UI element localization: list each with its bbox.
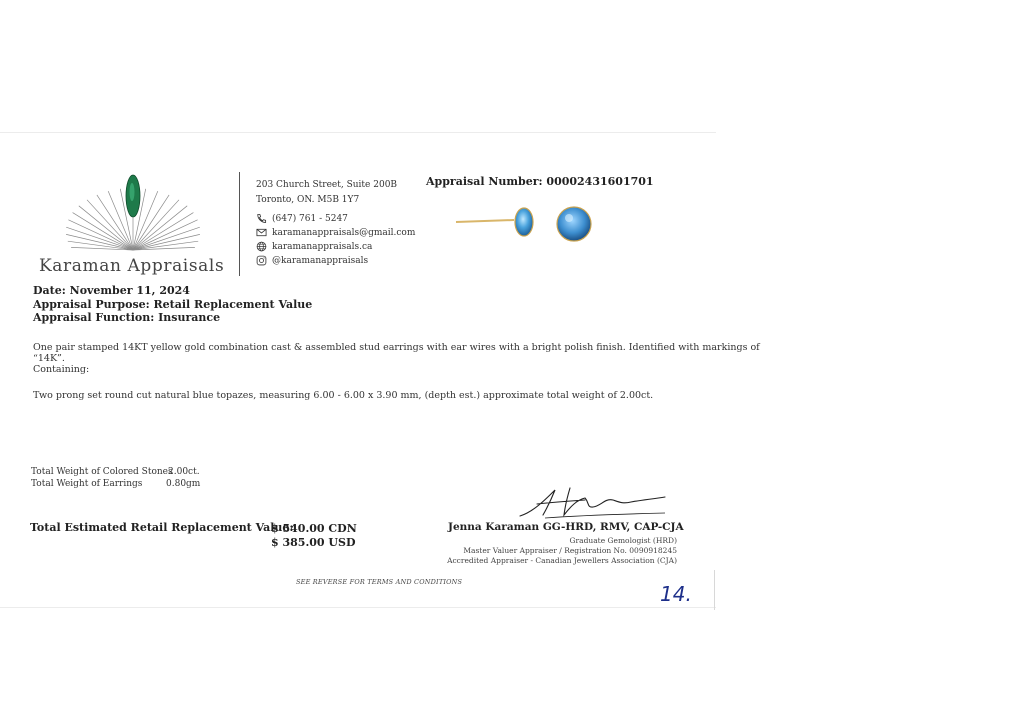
total-value-usd: $ 385.00 USD bbox=[271, 536, 356, 549]
instagram-text[interactable]: @karamanappraisals bbox=[272, 255, 369, 266]
appraisal-date: Date: November 11, 2024 bbox=[33, 284, 190, 297]
page-number-handwritten: 14. bbox=[660, 582, 692, 606]
address-line-1: 203 Church Street, Suite 200B bbox=[256, 180, 398, 190]
instagram-icon bbox=[256, 255, 267, 266]
globe-icon bbox=[256, 241, 267, 252]
description-line-1: One pair stamped 14KT yellow gold combination cast & assembled stud earrings with ear wires with a bright polish finish. Identified with markings of bbox=[33, 342, 760, 353]
appraiser-signature bbox=[515, 482, 675, 522]
terms-note: SEE REVERSE FOR TERMS AND CONDITIONS bbox=[296, 578, 463, 586]
stones-weight-value: 2.00ct. bbox=[168, 467, 200, 477]
earrings-photo bbox=[450, 200, 600, 255]
appraiser-title-3: Accredited Appraiser - Canadian Jewellers Association (CJA) bbox=[447, 556, 677, 565]
total-value-cdn: $ 540.00 CDN bbox=[271, 522, 357, 535]
appraisal-function: Appraisal Function: Insurance bbox=[33, 311, 221, 324]
instagram-row bbox=[256, 255, 368, 266]
email-row bbox=[256, 227, 415, 238]
containing-label: Containing: bbox=[33, 364, 90, 375]
phone-icon bbox=[256, 213, 267, 224]
sheet-edge-top bbox=[0, 132, 716, 133]
email-icon bbox=[256, 227, 267, 238]
email-text[interactable]: karamanappraisals@gmail.com bbox=[272, 227, 416, 238]
earrings-weight-value: 0.80gm bbox=[166, 479, 201, 489]
appraiser-name: Jenna Karaman GG-HRD, RMV, CAP-CJA bbox=[448, 521, 684, 533]
earrings-weight-label: Total Weight of Earrings bbox=[31, 479, 143, 489]
sheet-edge-right bbox=[714, 570, 715, 610]
company-name: Karaman Appraisals bbox=[39, 256, 225, 276]
address-line-2: Toronto, ON. M5B 1Y7 bbox=[256, 195, 360, 205]
stones-description: Two prong set round cut natural blue topazes, measuring 6.00 - 6.00 x 3.90 mm, (depth est.) approximate total weight of 2.00ct. bbox=[33, 390, 654, 401]
appraisal-number: Appraisal Number: 00002431601701 bbox=[426, 175, 654, 188]
sheet-edge-bottom bbox=[0, 607, 716, 608]
appraisal-purpose: Appraisal Purpose: Retail Replacement Value bbox=[33, 298, 313, 311]
logo-emblem-icon bbox=[55, 170, 215, 260]
website-row bbox=[256, 241, 372, 252]
stones-weight-label: Total Weight of Colored Stones bbox=[31, 467, 173, 477]
description-line-2: “14K”. bbox=[33, 353, 65, 364]
header-divider bbox=[239, 172, 240, 276]
website-text[interactable]: karamanappraisals.ca bbox=[272, 241, 373, 252]
appraiser-title-1: Graduate Gemologist (HRD) bbox=[569, 536, 677, 545]
phone-row bbox=[256, 213, 348, 224]
total-value-label: Total Estimated Retail Replacement Value: bbox=[30, 521, 294, 534]
appraiser-title-2: Master Valuer Appraiser / Registration No. 0090918245 bbox=[463, 546, 677, 555]
phone-text: (647) 761 - 5247 bbox=[272, 213, 348, 224]
